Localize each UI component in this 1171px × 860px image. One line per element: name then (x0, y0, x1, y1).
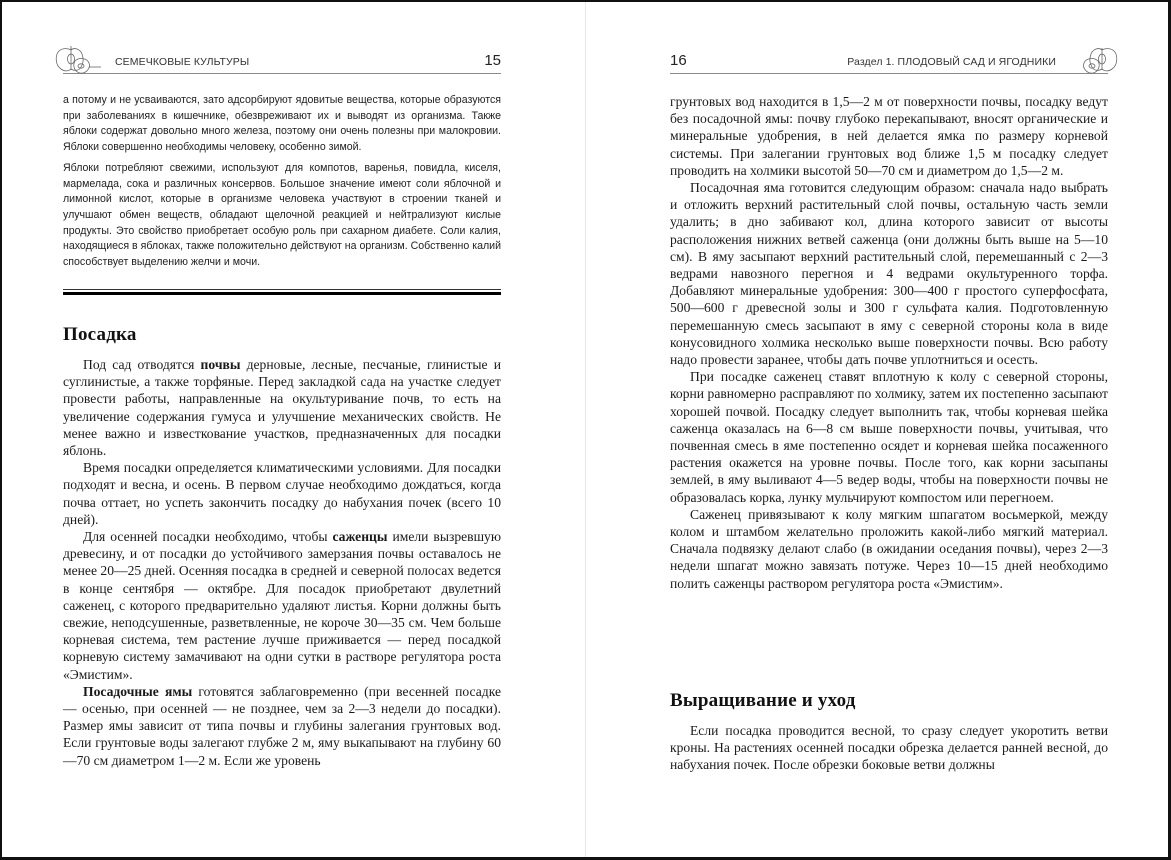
running-head-left (63, 50, 501, 74)
bold-term: саженцы (332, 529, 388, 545)
body-paragraph: Если посадка проводится весной, то сразу следует укоротить ветви кроны. На растениях осенней посадки обрезка делается ранней весной, до набухания почек. После обрезки боковые ветви должны (670, 723, 1108, 773)
sidebar-box (63, 93, 501, 271)
running-head-title: СЕМЕЧКОВЫЕ КУЛЬТУРЫ (115, 56, 250, 68)
page-number: 16 (670, 52, 687, 69)
running-head-title: Раздел 1. ПЛОДОВЫЙ САД И ЯГОДНИКИ (847, 56, 1056, 68)
body-paragraph: грунтовых вод находится в 1,5—2 м от поверхности почвы, посадку ведут без посадочной ямы: почву глубоко перекапывают, вносят органические и минеральные удобрения, в ней делается ямка по размеру корневой системы. При залегании грунтовых вод ближе 1,5 м посадку следует проводить на холмики высотой 50—70 см и диаметром до 1,5—2 м. (670, 94, 1108, 178)
apple-halves-icon (53, 43, 101, 77)
sidebar-paragraph: Яблоки потребляют свежими, используют для компотов, варенья, повидла, киселя, мармелада, сока и различных консервов. Большое значение имеют соли яблочной и лимонной кислот, которые в организме человека участвуют в строении тканей и улучшают обмен веществ, обладают щелочной реакцией и нейтрализуют кислые продукты. Это свойство приобретает особую роль при сахарном диабете. Соли калия, находящиеся в яблоках, также положительно действуют на организм. Собственно калий способствует выделению желчи и мочи. (63, 161, 501, 269)
bold-term: Посадочные ямы (83, 683, 193, 699)
body-paragraph: Посадочная яма готовится следующим образом: сначала надо выбрать и отложить верхний растительный слой почвы, остальную часть земли удалить; в дно забивают кол, длина которого зависит от высоты расположения нижних ветвей саженца (они должны быть выше на 5—10 см). В яму засыпают верхний растительный слой, перемешанный с 2—3 ведрами навозного перегноя и 4 ведрами окультуренного торфа. Добавляют минеральные удобрения: 300—400 г простого суперфосфата, 500—600 г древесной золы и 300 г сульфата калия. Подготовленную перемешанную смесь засыпают в яму с северной стороны кола в виде конусовидного холмика несколько выше поверхности почвы. Всю работу надо провести заранее, чтобы дать почве уплотниться и осесть. (670, 180, 1108, 368)
bold-term: почвы (200, 357, 241, 372)
page-number: 15 (484, 52, 501, 69)
body-paragraph: Время посадки определяется климатическими условиями. Для посадки подходят и весна, и осень. В первом случае необходимо дождаться, когда почва оттает, но успеть закончить посадку до набухания почек (всего 10 дней). (63, 460, 501, 527)
section-body (63, 356, 501, 769)
sidebar-paragraph: а потому и не усваиваются, зато адсорбируют ядовитые вещества, которые образуются при заболеваниях в кишечнике, обезвреживают их и выводят из организма. Также яблоки содержат довольно много железа, поэтому они очень полезны при малокровии. Яблоки совершенно необходимы человеку, особенно зимой. (63, 94, 501, 154)
section-heading: Посадка (63, 324, 137, 345)
left-page (63, 0, 501, 860)
right-page (670, 0, 1108, 860)
section-heading: Выращивание и уход (670, 690, 856, 711)
book-gutter (585, 2, 586, 857)
running-head-right (670, 50, 1108, 74)
body-paragraph: Под сад отводятся почвы дерновые, лесные, песчаные, глинистые и суглинистые, а также торфяные. Перед закладкой сада на участке следует провести работы, направленные на окультуривание почв, то есть на увеличение содержания гумуса и улучшение механических свойств. Не менее важно и известкование участков, предназначенных для посадки яблонь. (63, 357, 501, 459)
body-paragraph: Посадочные ямы готовятся заблаговременно (при весенней посадке — осенью, при осенней — не позднее, чем за 2—3 недели до посадки). Размер ямы зависит от типа почвы и глубины залегания грунтовых вод. Если грунтовые воды залегают глубже 2 м, яму выкапывают на глубину 60—70 см диаметром 1—2 м. Если же уровень (63, 683, 501, 768)
section-body (670, 722, 1108, 774)
body-paragraph: При посадке саженец ставят вплотную к колу с северной стороны, корни равномерно расправляют по холмику, затем их постепенно засыпают хорошей почвой. Посадку следует выполнить так, чтобы корневая шейка саженца оказалась на 6—8 см выше поверхности почвы, учитывая, что почвенная смесь в яме постепенно осядет и корневая шейка посаженного растения окажется на уровне почвы. После того, как корни засыпаны землей, в яму выливают 4—5 ведер воды, чтобы на поверхности почвы не образовалась корка, лунку мульчируют компостом или перегноем. (670, 369, 1108, 505)
body-paragraph: Саженец привязывают к колу мягким шпагатом восьмеркой, между колом и штамбом желательно проложить какой-либо мягкий материал. Сначала подвязку делают слабо (в ожидании оседания почвы), через 2—3 недели шпагат можно завязать потуже. Через 10—15 дней необходимо полить саженцы раствором регулятора роста «Эмистим». (670, 506, 1108, 591)
page-body (670, 93, 1108, 592)
body-paragraph: Для осенней посадки необходимо, чтобы саженцы имели вызревшую древесину, и от посадки до устойчивого замерзания почвы оставалось не менее 20—25 дней. Осенняя посадка в средней и северной полосах ведется в конце сентября — октябре. Для посадок приобретают двулетний саженец, с которого предварительно удаляют листья. Корни должны быть свежие, неподсушенные, разветвленные, не короче 30—35 см. Чем больше корневая система, тем растение лучше приживается — перед посадкой корневую систему замачивают на одни сутки в растворе регулятора роста «Эмистим». (63, 529, 501, 682)
section-divider (63, 289, 501, 295)
apple-halves-icon (1072, 43, 1120, 77)
